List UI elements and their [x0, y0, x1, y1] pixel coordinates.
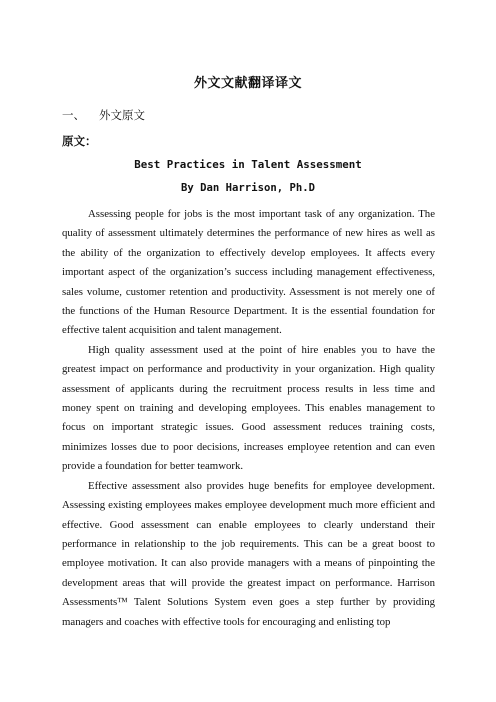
section-heading [62, 107, 145, 123]
document-title: 外文文献翻译译文 [193, 76, 302, 91]
original-text-label: 原文： [62, 134, 97, 148]
paragraph: Assessing people for jobs is the most important task of any organization. The quality of assessment ultimately determines the performance of new hires as well as the ability of the organization to effectively develop employees. It affects every important aspect of the organization’s success including management effectiveness, sales volume, customer retention and productivity. Assessment is not merely one of the functions of the Human Resource Department. It is the essential foundation for effective talent acquisition and talent management. [62, 208, 435, 337]
article-body [62, 205, 435, 632]
article-author: By Dan Harrison, Ph.D [181, 182, 315, 194]
section-number: 一、 [62, 108, 85, 122]
paragraph: Effective assessment also provides huge benefits for employee development. Assessing existing employees makes employee development much more efficient and effective. Good assessment can enable employees to clearly understand their performance in relationship to the job requirements. This can be a great boost to employee motivation. It can also provide managers with a means of pinpointing the development areas that will provide the greatest impact on performance. Harrison Assessments™ Talent Solutions System even goes a step further by providing managers and coaches with effective tools for encouraging and enlisting top [62, 479, 435, 628]
article-title: Best Practices in Talent Assessment [134, 158, 362, 171]
section-title: 外文原文 [99, 108, 145, 122]
paragraph: High quality assessment used at the point of hire enables you to have the greatest impact on performance and productivity in your organization. High quality assessment of applicants during the recruitment process results in less time and money spent on training and developing employees. This enables management to focus on important strategic issues. Good assessment reduces training costs, minimizes losses due to poor decisions, increases employee retention and can even provide a foundation for better teamwork. [62, 343, 435, 473]
